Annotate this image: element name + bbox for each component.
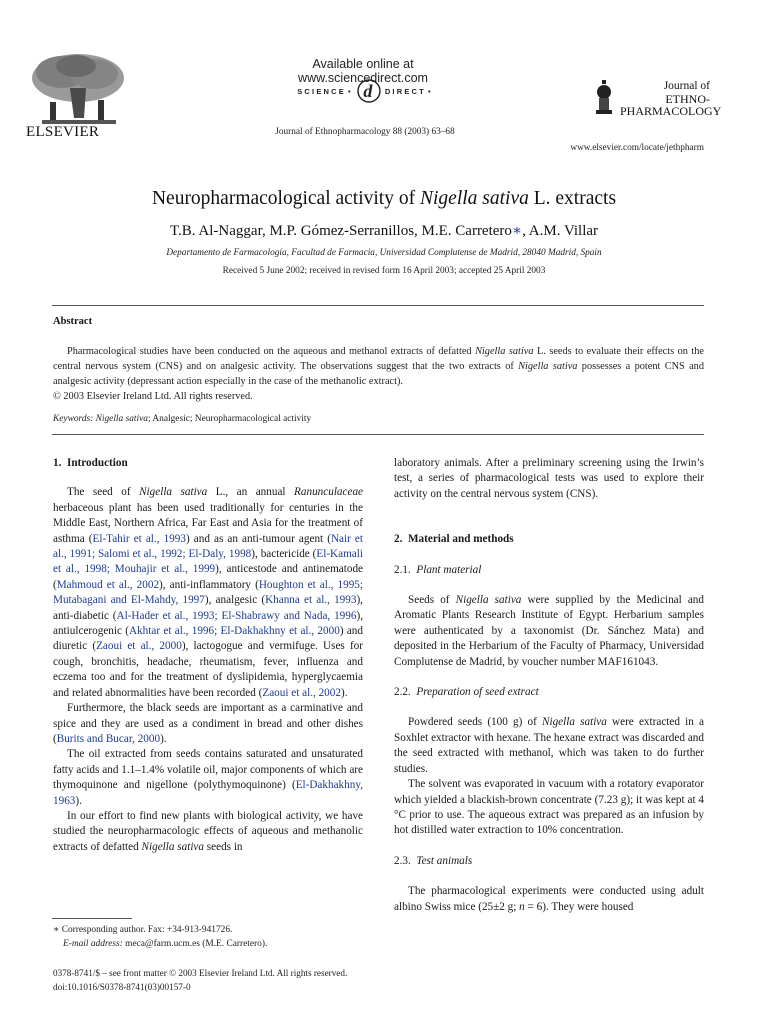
sciencedirect-right: DIRECT — [384, 86, 426, 96]
front-matter-footer — [53, 967, 453, 994]
received-dates: Received 5 June 2002; received in revised form 16 April 2003; accepted 25 April 2003 — [222, 266, 546, 276]
citation-link[interactable]: Mahmoud et al., 2002 — [56, 578, 160, 591]
issn-line: 0378-8741/$ – see front matter © 2003 Elsevier Ireland Ltd. All rights reserved. — [53, 968, 348, 978]
abstract-body — [53, 344, 704, 404]
subsection-heading-test-animals: 2.3. Test animals — [394, 854, 473, 867]
abstract-bottom-rule — [52, 434, 704, 435]
subsection-heading-seed-extract: 2.2. Preparation of seed extract — [394, 686, 539, 699]
svg-text:d: d — [363, 81, 375, 101]
keywords: Keywords: Nigella sativa; Analgesic; Neuropharmacological activity — [53, 414, 312, 424]
abstract-heading: Abstract — [53, 316, 93, 327]
intro-paragraph-3: The oil extracted from seeds contains saturated and unsaturated fatty acids and 1.1–1.4% volatile oil, major components of which are thymoquinone and nigellone (polythymoquinone) (El-Dakhakhny, 1963). — [53, 748, 363, 807]
corresponding-author-mark[interactable]: ∗ — [511, 223, 523, 239]
article-title: Neuropharmacological activity of Nigella sativa L. extracts — [151, 188, 617, 209]
citation-link[interactable]: Zaoui et al., 2000 — [96, 640, 182, 653]
publisher-name: ELSEVIER — [26, 124, 100, 140]
citation-link[interactable]: Zaoui et al., 2002 — [262, 686, 341, 699]
doi-line[interactable]: doi:10.1016/S0378-8741(03)00157-0 — [53, 981, 191, 992]
citation-link[interactable]: Nair et al., 1991; Salomi et al., 1992; El-Daly, 1998 — [53, 532, 363, 561]
footnote-rule — [52, 918, 132, 919]
section-heading-materials: 2. Material and methods — [394, 533, 514, 546]
citation-link[interactable]: Khanna et al., 1993 — [265, 594, 357, 607]
journal-emblem-icon — [594, 80, 614, 118]
corresponding-author-footnote: ∗ Corresponding author. Fax: +34-913-941726. — [53, 925, 233, 935]
citation-link[interactable]: El-Tahir et al., 1993 — [92, 532, 186, 545]
journal-logo-line3: PHARMACOLOGY — [620, 104, 722, 118]
methods-paragraph-4: The pharmacological experiments were conducted using adult albino Swiss mice (25±2 g; n = 6). They were housed — [394, 885, 704, 913]
author-email[interactable]: meca@farm.ucm.es (M.E. Carretero). — [122, 938, 268, 949]
intro-paragraph-1: The seed of Nigella sativa L., an annual Ranunculaceae herbaceous plant has been used traditionally for centuries in the Middle East, Northern Africa, Far East and Asia for the treatment of asthma (El-Tahir et al., 1993) and as an anti-tumour agent (Nair et al., 1991; Salomi et al., 1992; El-Daly, 1998), bactericide (El-Kamali et al., 1998; Mouhajir et al., 1999), anticestode and antinematode (Mahmoud et al., 2002), anti-inflammatory (Houghton et al., 1995; Mutabagani and El-Mahdy, 1997), analgesic (Khanna et al., 1993), anti-diabetic (Al-Hader et al., 1993; El-Shabrawy and Nada, 1996), antiulcerogenic (Akhtar et al., 1996; El-Dakhakhny et al., 2000) and diuretic (Zaoui et al., 2000), lactogogue and vermifuge. Uses for cough, bronchitis, headache, rheumatism, fever, influenza and eczema too and for the treatment of dyslipidemia, hyperglycaemia and related abnormalities have been recorded (Zaoui et al., 2002). — [53, 486, 364, 699]
email-footnote: E-mail address: meca@farm.ucm.es (M.E. Carretero). — [63, 938, 268, 949]
sciencedirect-logo: SCIENCE • d DIRECT • — [255, 79, 475, 103]
journal-logo-line1: Journal of — [663, 80, 710, 92]
citation-link[interactable]: Akhtar et al., 1996; El-Dakhakhny et al., 2000 — [129, 625, 340, 638]
journal-logo-line2: ETHNO- — [665, 91, 710, 106]
author-affiliation: Departamento de Farmacología, Facultad de Farmacia, Universidad Complutense de Madrid, 28040 Madrid, Spain — [166, 248, 602, 258]
methods-paragraph-3: The solvent was evaporated in vacuum with a rotatory evaporator which yielded a blackish-brown concentrate (7.23 g); it was kept at 4 °C prior to use. The aqueous extract was prepared as an infusion by hot distilled water extraction to 10% concentration. — [394, 778, 704, 837]
right-column — [394, 456, 704, 915]
citation-link[interactable]: El-Dakhakhny, 1963 — [53, 779, 363, 807]
sciencedirect-d-icon — [356, 78, 382, 104]
intro-paragraph-2: Furthermore, the black seeds are important as a carminative and spice and they are used as a condiment in bread and other dishes (Burits and Bucar, 2000). — [53, 702, 363, 745]
methods-paragraph-2: Powdered seeds (100 g) of Nigella sativa were extracted in a Soxhlet extractor with hexane. The hexane extract was discarded and the seed extracted with methanol, which was taken to do further studies. — [394, 716, 704, 775]
available-online-text[interactable]: Available online at www.sciencedirect.com — [298, 57, 428, 85]
intro-paragraph-4-continued: laboratory animals. After a preliminary screening using the Irwin’s test, a series of pharmacological tests was used to explore their activity on the central nervous system (CNS). — [394, 457, 704, 500]
methods-paragraph-1: Seeds of Nigella sativa were supplied by the Medicinal and Aromatic Plants Research Institute of Egypt. Herbarium samples were authenticated by a taxonomist (Dr. Sánchez Mata) and deposited in the Herbarium of the Faculty of Pharmacy, Universidad Complutense de Madrid, by voucher number MAF161043. — [394, 594, 704, 668]
citation-link[interactable]: Al-Hader et al., 1993; El-Shabrawy and Nada, 1996 — [116, 609, 357, 622]
citation-link[interactable]: El-Kamali et al., 1998; Mouhajir et al., 1999 — [53, 548, 363, 576]
title-species: Nigella sativa — [419, 188, 529, 209]
sciencedirect-left: SCIENCE — [297, 86, 346, 96]
abstract-top-rule — [52, 305, 704, 306]
left-column — [53, 456, 363, 855]
citation-link[interactable]: Burits and Bucar, 2000 — [56, 732, 161, 745]
citation-link[interactable]: Houghton et al., 1995; Mutabagani and El-Mahdy, 1997 — [53, 578, 363, 607]
subsection-heading-plant-material: 2.1. Plant material — [394, 563, 482, 576]
author-list: T.B. Al-Naggar, M.P. Gómez-Serranillos, M.E. Carretero∗, A.M. Villar — [169, 223, 599, 239]
section-heading-introduction: 1. Introduction — [53, 457, 128, 469]
intro-paragraph-4: In our effort to find new plants with biological activity, we have studied the neuropharmacologic effects of aqueous and methanolic extracts of defatted Nigella sativa seeds in — [53, 809, 363, 853]
footnotes — [53, 924, 363, 951]
abstract-copyright: © 2003 Elsevier Ireland Ltd. All rights reserved. — [53, 391, 253, 402]
journal-citation: Journal of Ethnopharmacology 88 (2003) 63–68 — [275, 127, 455, 137]
journal-logo-title — [620, 80, 722, 118]
journal-url[interactable]: www.elsevier.com/locate/jethpharm — [570, 143, 704, 153]
abstract-paragraph: Pharmacological studies have been conducted on the aqueous and methanol extracts of defatted Nigella sativa L. seeds to evaluate their effects on the central nervous system (CNS) and on analgesic activity. The observations suggest that the two extracts of Nigella sativa possesses a potent CNS and analgesic activity (depressant action especially in the case of the methanolic extract). — [53, 346, 704, 387]
